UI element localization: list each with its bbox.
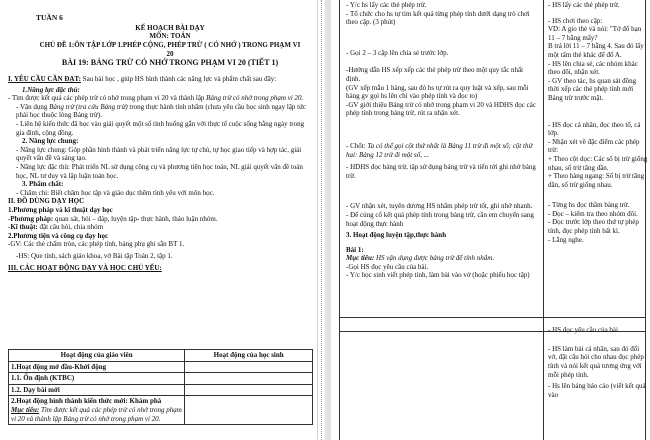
continued-table bbox=[339, 0, 646, 440]
activity-2-cell bbox=[9, 396, 185, 425]
student-step: - Đọc – kiểm tra theo nhóm đôi. bbox=[548, 209, 638, 218]
column-divider bbox=[543, 0, 544, 440]
student-step: - HS chơi theo cặp: bbox=[548, 16, 603, 25]
objective-3: - Liên hệ kiến thức đã học vào giải quyết một số tình huống gắn với thực tế cuộc sống hằng ngày trong gia đình, cộng đồng. bbox=[16, 119, 305, 137]
goal-text: HS vận dụng được bảng trừ để tính nhẩm. bbox=[374, 254, 495, 263]
activity-2: 2.Hoạt động hình thành kiến thức mới: Khám phá bbox=[11, 397, 162, 406]
tools-heading: 2.Phương tiện và công cụ dạy học bbox=[8, 231, 109, 240]
student-step: - HS đọc yêu cầu của bài. bbox=[548, 326, 620, 335]
objective-1-text: - Tìm được kết quả các phép trừ có nhớ trong phạm vi 20 và thành lập bbox=[8, 94, 207, 103]
objective-1 bbox=[8, 94, 314, 103]
student-step: - Nhận xét về đặc điểm các phép trừ: bbox=[548, 137, 640, 155]
teacher-step: - Y/c học sinh viết phép tính, làm bài vào vở (hoặc phiếu học tập) bbox=[346, 271, 530, 280]
method-1-text: quan sát, hỏi – đáp, luyện tập- thực hành, thảo luận nhóm. bbox=[53, 214, 218, 223]
objective-4: - Năng lực chung: Góp phần hình thành và phát triển năng lực tự chủ, tự học giao tiếp và hợp tác, giải quyết vấn đề và sáng tạo. bbox=[16, 145, 302, 163]
method-1 bbox=[8, 215, 314, 224]
exercise-1-goal bbox=[346, 254, 539, 263]
objective-5: - Năng lực đặc thù: Phát triển NL sử dụng công cụ và phương tiện học toán, NL giải quyết vấn đề toán học, NL tư duy và lập luận toán học. bbox=[16, 162, 303, 180]
vertical-ruler bbox=[317, 0, 325, 440]
student-step: - HS làm bài cá nhân, sau đó đổi vở, đặt câu hỏi cho nhau đọc phép tính và nói kết quả tương ứng với mỗi phép tính. bbox=[548, 344, 644, 379]
empty-cell bbox=[185, 384, 313, 396]
student-step: B trả lời 11 – 7 bằng 4. Sau đó lấy một tấm thẻ khác để đố A. bbox=[548, 42, 644, 59]
objective-2-italic: Bảng trừ (tra cứu Bảng trừ) bbox=[49, 102, 128, 111]
exercise-1-heading: Bài 1: bbox=[346, 245, 364, 254]
activities-table bbox=[8, 349, 313, 425]
empty-cell bbox=[185, 396, 313, 425]
table-row bbox=[9, 384, 313, 396]
activity-1-2: 1.2. Dạy bài mới bbox=[9, 384, 185, 396]
teacher-step: - Tổ chức cho hs tự tìm kết quả từng phép tính dưới dạng trò chơi theo cặp. (3 phút) bbox=[346, 9, 530, 27]
teacher-step: -Gọi HS đọc yêu cầu của bài. bbox=[346, 262, 429, 271]
objective-2 bbox=[8, 103, 314, 120]
student-step: - HS lên chia sẻ, các nhóm khác theo dõi, nhận xét. bbox=[548, 59, 638, 77]
activity-3-heading: 3. Hoạt động luyện tập,thực hành bbox=[346, 231, 447, 240]
objective-2-text: - Vận dụng bbox=[16, 102, 50, 111]
methods-heading: 1.Phương pháp và kĩ thuật dạy học bbox=[8, 205, 113, 214]
objectives-section bbox=[8, 75, 314, 273]
teacher-step: - Y/c hs lấy các thẻ phép trừ. bbox=[346, 1, 427, 9]
objective-2-rest: trong thực hành tính nhẩm (chưa yêu cầu học sinh ngay lập tức phải học thuộc lòng Bảng trừ). bbox=[16, 102, 307, 120]
method-2 bbox=[8, 223, 314, 232]
student-step: VD: A gio thẻ và nói: "Tớ đố bạn 11 – 7 bằng mấy? bbox=[548, 25, 642, 42]
table-header-row bbox=[9, 350, 313, 362]
goal-label: Mục tiêu: bbox=[11, 405, 40, 414]
goal-label: Mục tiêu: bbox=[346, 254, 375, 263]
activity-1: 1.Hoạt động mở đầu-Khởi động bbox=[9, 361, 185, 373]
method-2-text: đặt câu hỏi, chia nhóm bbox=[37, 223, 104, 232]
topic-title: CHỦ ĐỀ 1:ÔN TẬP LỚP 1.PHÉP CỘNG, PHÉP TRỪ ( CÓ NHỚ ) TRONG PHẠM VI 20 bbox=[39, 41, 301, 58]
teacher-cell bbox=[346, 1, 539, 280]
teacher-step: -GV giới thiệu Bảng trừ có nhớ trong phạm vi 20 và HDHS đọc các phép tính trong bảng trừ, rút ra nhận xét. bbox=[346, 100, 536, 118]
student-step: + Theo hàng ngang: Số bị trừ tăng dần, số trừ giống nhau. bbox=[548, 172, 645, 189]
method-2-label: -Kĩ thuật: bbox=[8, 223, 38, 232]
teacher-step: - Gọi 2 – 3 cặp lên chia sẻ trước lớp. bbox=[346, 48, 449, 57]
table-row bbox=[9, 396, 313, 425]
week-label: TUẦN 6 bbox=[36, 13, 63, 22]
section-1-text: Sau bài học , giúp HS hình thành các năng lực và phẩm chất sau đây: bbox=[80, 75, 277, 83]
tool-1: -GV: Các thẻ chấm tròn, các phép tính, bảng phụ ghi sẵn BT 1. bbox=[8, 240, 185, 249]
section-3-heading: III. CÁC HOẠT ĐỘNG DẠY VÀ HỌC CHỦ YẾU: bbox=[8, 264, 162, 273]
page-right bbox=[331, 0, 650, 440]
student-step: - Đọc trước lớp theo thứ tự phép tính, đọc phép tính bất kì. bbox=[548, 218, 639, 236]
student-step: - Lắng nghe. bbox=[548, 235, 584, 244]
student-step: - GV theo tác, hs quan sát đồng thời xếp các thẻ phép tính mới Bảng trừ trước mặt. bbox=[548, 76, 637, 102]
teacher-step: - Để củng cố kết quả phép tính trong bảng trừ, cần em chuyển sang hoạt động thực hành bbox=[346, 210, 534, 228]
activity-1-1: 1.1. Ổn định (KTBC) bbox=[9, 373, 185, 385]
student-step: - Từng hs đọc thầm bảng trừ. bbox=[548, 201, 630, 210]
teacher-step: (GV xếp mẫu 1 hàng, sau đó hs tự rút ra quy luật và xếp, sau mỗi hàng gv gọi hs lên chỉ vào phép tính và đọc to) bbox=[346, 83, 529, 101]
teacher-summary bbox=[346, 142, 539, 159]
empty-cell bbox=[185, 373, 313, 385]
student-step: - HS đọc cá nhân, đọc theo tổ, cả lớp. bbox=[548, 120, 641, 138]
section-1-heading: I. YÊU CẦU CẦN ĐẠT: bbox=[8, 75, 81, 83]
summary-text: Ta có thể gọi cột thứ nhất là Bảng 11 trừ đi một số; cột thứ hai: Bảng 12 trừ đi một số, ... bbox=[346, 141, 533, 159]
nl-chung-heading: 2. Năng lực chung: bbox=[22, 137, 79, 146]
table-row bbox=[9, 361, 313, 373]
teacher-step: - GV nhận xét, tuyên dương HS nhẩm phép trừ tốt, ghi nhớ nhanh. bbox=[346, 202, 533, 211]
method-1-label: -Phương pháp: bbox=[8, 214, 54, 223]
section-2-heading: II. ĐỒ DÙNG DẠY HỌC bbox=[8, 197, 85, 206]
table-row bbox=[9, 373, 313, 385]
student-step: + Theo cột dọc: Các số bị trừ giống nhau, số trừ tăng dần. bbox=[548, 154, 648, 172]
objective-1-italic: Bảng trừ có nhớ trong phạm vi 20. bbox=[206, 94, 304, 103]
subject-title: MÔN: TOÁN bbox=[149, 32, 191, 40]
teacher-step: -Hướng dẫn HS xếp xếp các thẻ phép trừ theo một quy tắc nhất định. bbox=[346, 66, 524, 83]
tool-2: -HS: Que tính, sách giáo khoa, vở Bài tập Toán 2, tập 1. bbox=[16, 251, 173, 260]
student-column-header: Hoạt động của học sinh bbox=[185, 350, 313, 362]
lesson-title: BÀI 19: BẢNG TRỪ CÓ NHỚ TRONG PHẠM VI 20 (TIẾT 1) bbox=[61, 58, 279, 67]
teacher-column-header: Hoạt động của giáo viên bbox=[9, 350, 185, 362]
empty-cell bbox=[185, 361, 313, 373]
student-step: - Hs lên bảng báo cáo (viết kết quả vào bbox=[548, 382, 646, 399]
pham-chat-heading: 3. Phẩm chất: bbox=[22, 180, 64, 189]
student-step: - HS lấy các thẻ phép trừ. bbox=[548, 1, 620, 9]
nl-dac-thu-heading: 1.Năng lực đặc thù: bbox=[22, 85, 80, 94]
plan-title: KẾ HOẠCH BÀI DẠY bbox=[135, 24, 205, 32]
goal-text: Tìm được kết quả các phép trừ có nhớ trong phạm vi 20 và thành lập Bảng trừ có nhớ trong phạm vi 20. bbox=[11, 405, 182, 423]
objective-6: - Chăm chỉ: Biết chăm học tập và giáo dục thêm tình yêu với môn học. bbox=[16, 188, 215, 197]
student-cell bbox=[548, 1, 648, 399]
summary-label: - Chốt: bbox=[346, 141, 366, 150]
teacher-step: - HDHS đọc bảng trừ, tập sử dụng bảng trừ và tiến tới ghi nhớ bảng trừ. bbox=[346, 163, 536, 180]
activity-2-goal bbox=[11, 406, 182, 423]
